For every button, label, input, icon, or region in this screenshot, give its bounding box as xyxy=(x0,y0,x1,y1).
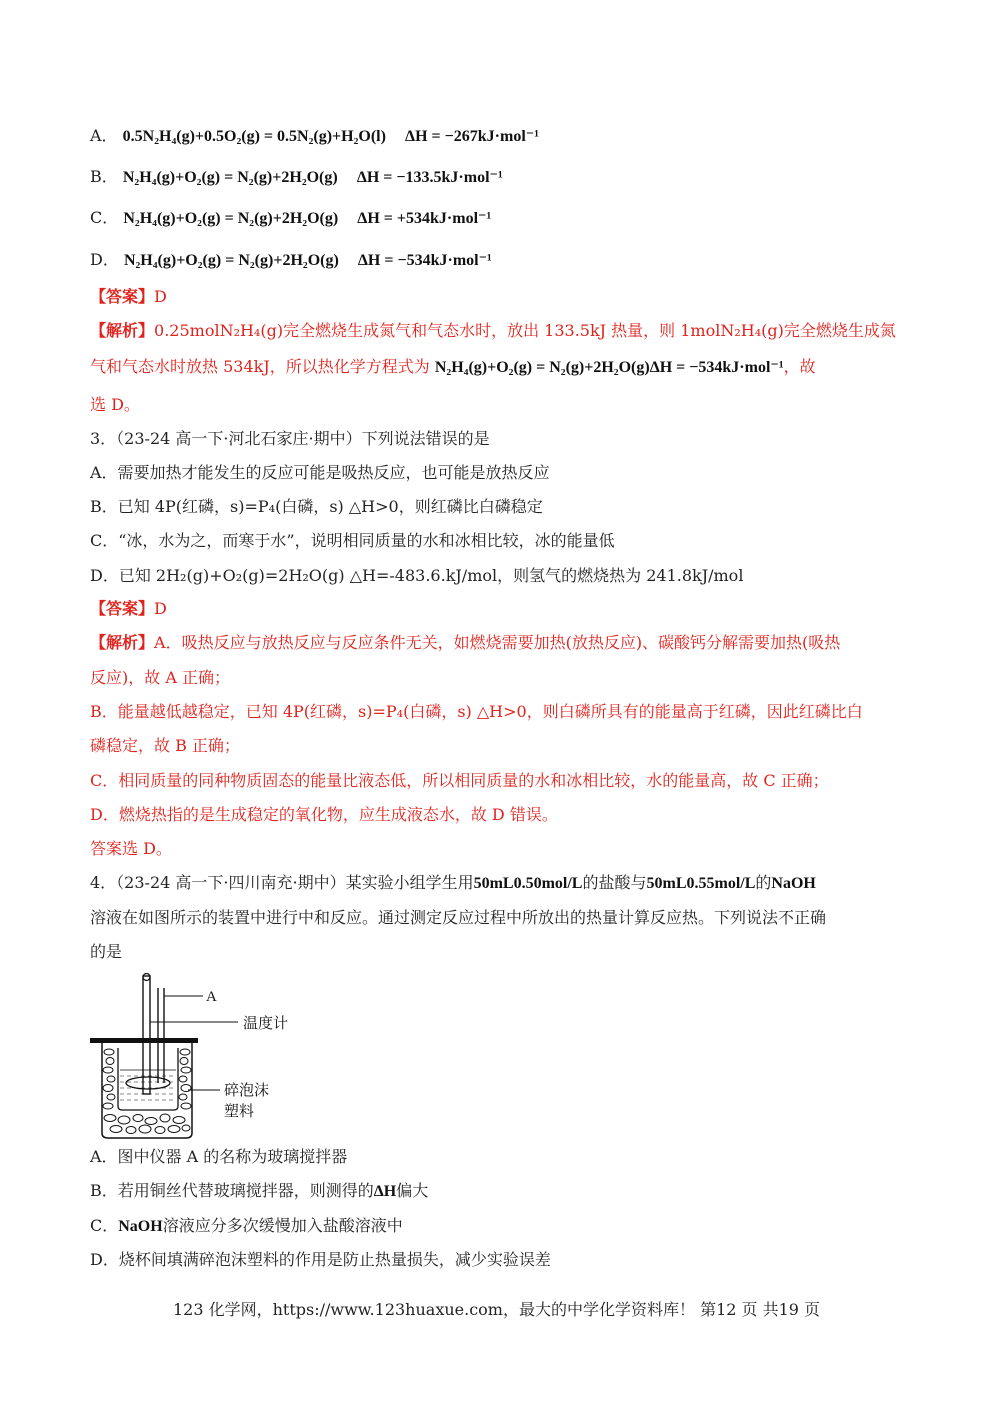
figure-label-foam-2: 塑料 xyxy=(224,1102,255,1120)
q3-option-d: D．已知 2H₂(g)+O₂(g)=2H₂O(g) △H=-483.6.kJ/mol，则氢气的燃烧热为 241.8kJ/mol xyxy=(90,566,744,585)
q2-analysis-line-3: 选 D。 xyxy=(90,395,140,414)
q4-option-c: C．NaOH溶液应分多次缓慢加入盐酸溶液中 xyxy=(90,1216,403,1235)
q4-stem-line-2: 溶液在如图所示的装置中进行中和反应。通过测定反应过程中所放出的热量计算反应热。下列说法不正确 xyxy=(90,908,827,927)
q3-stem: 3．（23-24 高一下·河北石家庄·期中）下列说法错误的是 xyxy=(90,429,490,448)
q2-option-a-equation: 0.5N₂H₄(g)+0.5O₂(g) = 0.5N₂(g)+H₂O(l) xyxy=(122,128,386,145)
q2-analysis-equation: N₂H₄(g)+O₂(g) = N₂(g)+2H₂O(g)ΔH = −534kJ·mol⁻¹ xyxy=(434,359,784,376)
page-footer: 123 化学网，https://www.123huaxue.com，最大的中学化学资料库！ 第12 页 共19 页 xyxy=(172,1300,821,1319)
q3-option-a: A．需要加热才能发生的反应可能是吸热反应，也可能是放热反应 xyxy=(90,463,550,482)
q4-option-d: D．烧杯间填满碎泡沫塑料的作用是防止热量损失，减少实验误差 xyxy=(90,1250,551,1269)
q3-final-answer: 答案选 D。 xyxy=(90,839,172,858)
q2-option-b: B． N₂H₄(g)+O₂(g) = N₂(g)+2H₂O(g) ΔH = −133.5kJ·mol⁻¹ xyxy=(90,167,503,186)
q2-option-b-dh: ΔH = −133.5kJ·mol⁻¹ xyxy=(356,169,503,186)
q2-option-d-dh: ΔH = −534kJ·mol⁻¹ xyxy=(357,252,492,269)
q3-answer: 【答案】D xyxy=(90,599,167,618)
q4-stem-line-3: 的是 xyxy=(90,942,123,961)
q3-option-b: B．已知 4P(红磷，s)=P₄(白磷，s) △H>0，则红磷比白磷稳定 xyxy=(90,497,543,516)
q2-option-d: D． N₂H₄(g)+O₂(g) = N₂(g)+2H₂O(g) ΔH = −534kJ·mol⁻¹ xyxy=(90,250,492,269)
q2-option-c-equation: N₂H₄(g)+O₂(g) = N₂(g)+2H₂O(g) xyxy=(123,210,339,227)
q2-option-d-equation: N₂H₄(g)+O₂(g) = N₂(g)+2H₂O(g) xyxy=(123,252,339,269)
q2-option-c-dh: ΔH = +534kJ·mol⁻¹ xyxy=(357,210,492,227)
q4-option-b: B．若用铜丝代替玻璃搅拌器，则测得的ΔH偏大 xyxy=(90,1181,429,1200)
q2-option-c: C． N₂H₄(g)+O₂(g) = N₂(g)+2H₂O(g) ΔH = +534kJ·mol⁻¹ xyxy=(90,208,492,227)
q2-analysis-line-2: 气和气态水时放热 534kJ，所以热化学方程式为 N₂H₄(g)+O₂(g) = N₂(g)+2H₂O(g)ΔH = −534kJ·mol⁻¹，故 xyxy=(90,357,816,376)
q4-stem-line-1: 4．（23-24 高一下·四川南充·期中）某实验小组学生用50mL0.50mol/L的盐酸与50mL0.55mol/L的NaOH xyxy=(90,873,816,892)
q2-option-b-equation: N₂H₄(g)+O₂(g) = N₂(g)+2H₂O(g) xyxy=(122,169,338,186)
q3-analysis-line-2: 反应)，故 A 正确； xyxy=(90,668,230,687)
q2-answer: 【答案】D xyxy=(90,287,167,306)
calorimeter-diagram xyxy=(88,968,318,1140)
calorimeter-figure xyxy=(88,968,318,1144)
q4-option-a: A．图中仪器 A 的名称为玻璃搅拌器 xyxy=(90,1147,348,1166)
q3-option-c: C．“冰，水为之，而寒于水”，说明相同质量的水和冰相比较，冰的能量低 xyxy=(90,531,615,550)
q3-analysis-line-6: D．燃烧热指的是生成稳定的氧化物，应生成液态水，故 D 错误。 xyxy=(90,805,558,824)
q2-analysis-line-1: 【解析】0.25molN₂H₄(g)完全燃烧生成氮气和气态水时，放出 133.5kJ 热量，则 1molN₂H₄(g)完全燃烧生成氮 xyxy=(90,321,896,340)
q3-analysis-line-3: B．能量越低越稳定，已知 4P(红磷，s)=P₄(白磷，s) △H>0，则白磷所具有的能量高于红磷，因此红磷比白 xyxy=(90,702,863,721)
figure-label-a: A xyxy=(206,989,217,1005)
q2-option-a: A． 0.5N₂H₄(g)+0.5O₂(g) = 0.5N₂(g)+H₂O(l) ΔH = −267kJ·mol⁻¹ xyxy=(90,126,540,145)
figure-label-foam-1: 碎泡沫 xyxy=(224,1081,270,1099)
q3-analysis-line-4: 磷稳定，故 B 正确； xyxy=(90,736,240,755)
q3-analysis-line-1: 【解析】A．吸热反应与放热反应与反应条件无关，如燃烧需要加热(放热反应)、碳酸钙分解需要加热(吸热 xyxy=(90,633,841,652)
q2-option-a-dh: ΔH = −267kJ·mol⁻¹ xyxy=(405,128,540,145)
figure-label-thermometer: 温度计 xyxy=(243,1014,289,1032)
q3-analysis-line-5: C．相同质量的同种物质固态的能量比液态低，所以相同质量的水和冰相比较，水的能量高，故 C 正确； xyxy=(90,771,829,790)
